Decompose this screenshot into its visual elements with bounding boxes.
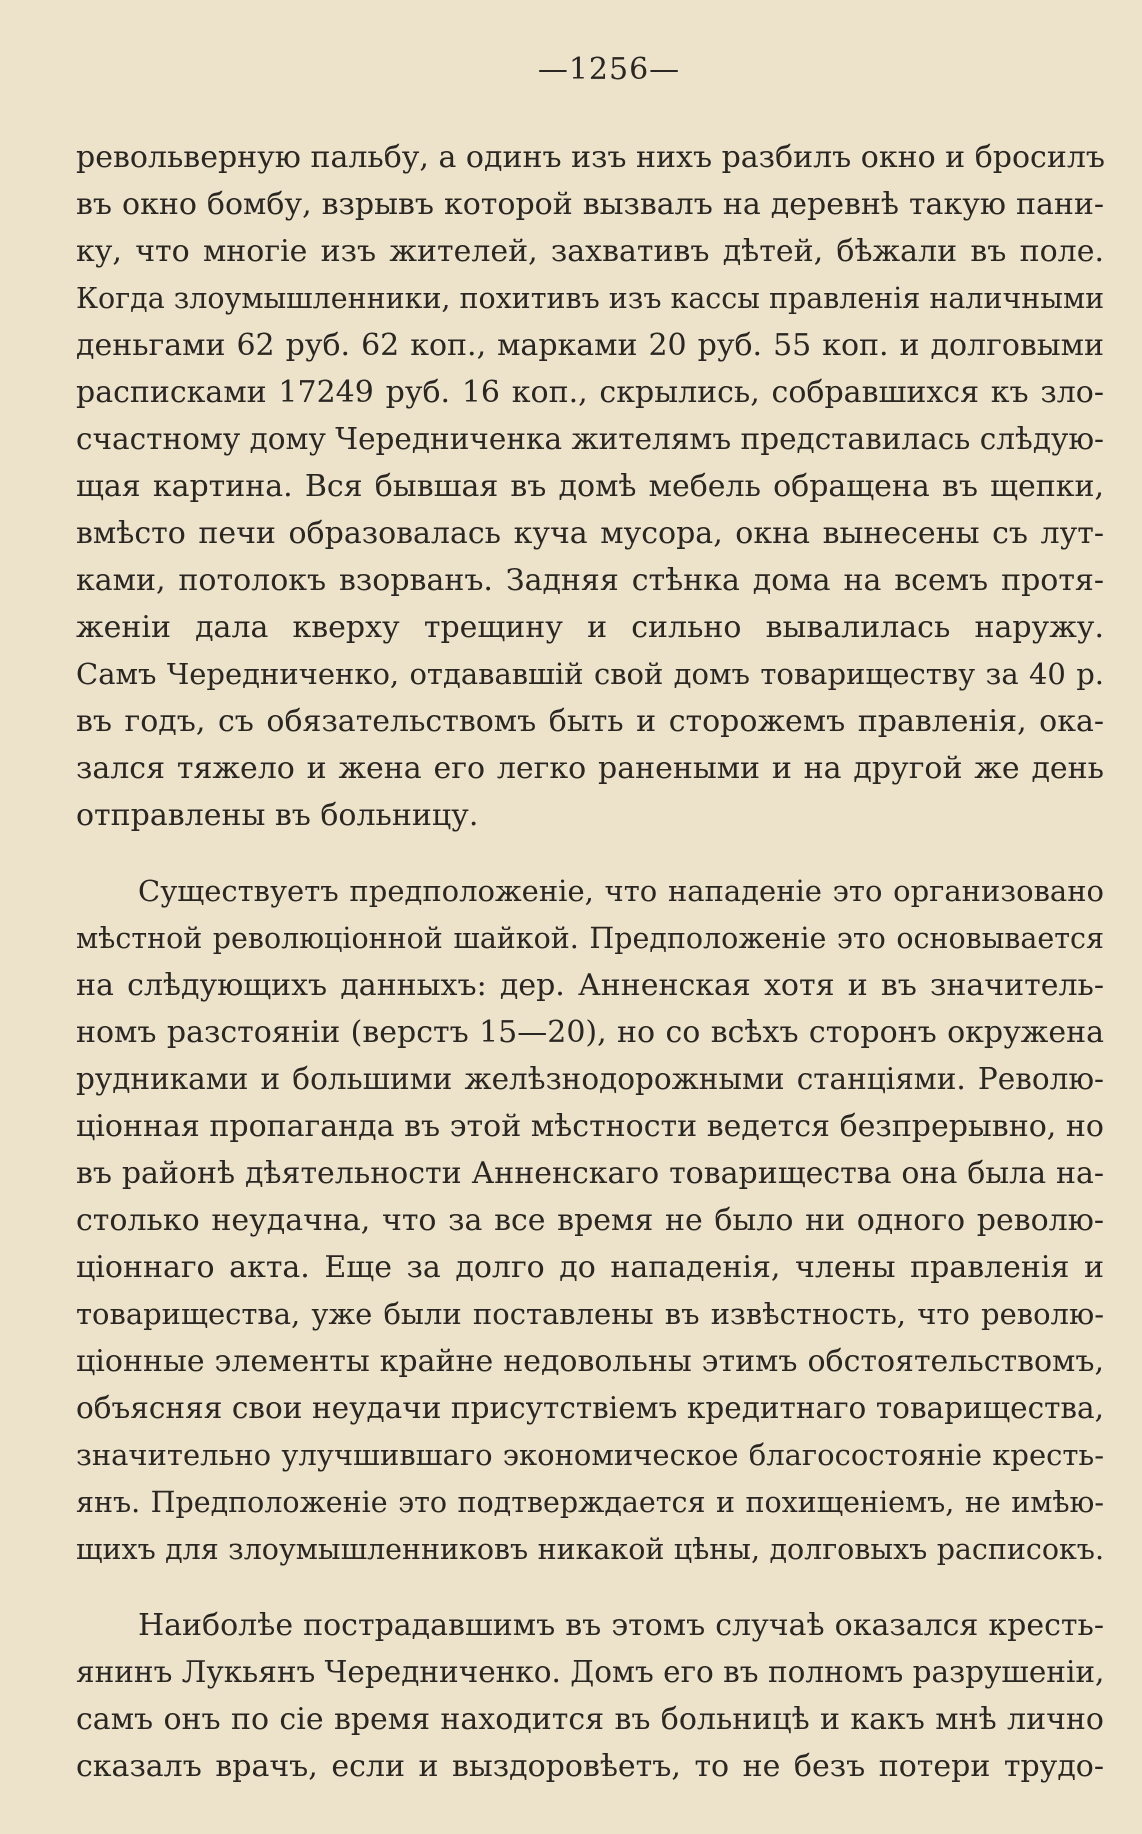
text-line: отправлены въ больницу. (76, 798, 479, 833)
text-line: Самъ Чередниченко, отдававшій свой домъ товариществу за 40 р. (76, 657, 1104, 691)
text-line: столько неудачна, что за все время не было ни одного револю- (76, 1203, 1104, 1238)
text-line: счастному дому Чередниченка жителямъ представилась слѣдую- (76, 422, 1104, 456)
paragraph-3 (76, 1602, 1104, 1790)
text-line: револьверную пальбу, а одинъ изъ нихъ разбилъ окно и бросилъ (76, 140, 1105, 175)
text-line: янъ. Предположеніе это подтверждается и похищеніемъ, не имѣю- (76, 1486, 1104, 1519)
text-line: расписками 17249 руб. 16 коп., скрылись, собравшихся къ зло- (76, 375, 1104, 410)
text-line: щихъ для злоумышленниковъ никакой цѣны, долговыхъ расписокъ. (76, 1533, 1104, 1566)
text-line: объясняя свои неудачи присутствіемъ кредитнаго товарищества, (76, 1391, 1104, 1425)
page-number: —1256— (537, 52, 681, 87)
text-line: рудниками и большими желѣзнодорожными станціями. Револю- (76, 1062, 1104, 1096)
text-line: въ окно бомбу, взрывъ которой вызвалъ на деревнѣ такую пани- (76, 187, 1104, 222)
paragraph-1 (76, 134, 1104, 839)
text-line: женіи дала кверху трещину и сильно вывалилась наружу. (76, 610, 1104, 645)
text-line: деньгами 62 руб. 62 коп., марками 20 руб. 55 коп. и долговыми (76, 328, 1104, 363)
text-line: ціоннаго акта. Еще за долго до нападенія, члены правленія и (76, 1250, 1104, 1285)
text-line: товарищества, уже были поставлены въ извѣстность, что револю- (76, 1297, 1104, 1331)
text-line: въ районѣ дѣятельности Анненскаго товарищества она была на- (76, 1156, 1104, 1191)
text-line: номъ разстояніи (верстъ 15—20), но со всѣхъ сторонъ окружена (76, 1015, 1104, 1050)
text-line: Наиболѣе пострадавшимъ въ этомъ случаѣ оказался кресть- (138, 1608, 1104, 1643)
text-line: ціонная пропаганда въ этой мѣстности ведется безпрерывно, но (76, 1109, 1104, 1144)
text-line: мѣстной революціонной шайкой. Предположеніе это основывается (76, 922, 1104, 955)
text-line: Когда злоумышленники, похитивъ изъ кассы правленія наличными (76, 282, 1105, 315)
text-line: ціонные элементы крайне недовольны этимъ обстоятельствомъ, (76, 1344, 1104, 1379)
text-line: Существуетъ предположеніе, что нападеніе это организовано (138, 874, 1104, 908)
text-line: щая картина. Вся бывшая въ домѣ мебель обращена въ щепки, (76, 469, 1104, 504)
text-line: вмѣсто печи образовалась куча мусора, окна вынесены съ лут- (76, 516, 1104, 551)
paragraph-2 (76, 868, 1104, 1573)
text-line: ку, что многіе изъ жителей, захвативъ дѣтей, бѣжали въ поле. (76, 234, 1104, 269)
text-line: самъ онъ по сіе время находится въ больницѣ и какъ мнѣ лично (76, 1702, 1104, 1737)
text-line: янинъ Лукьянъ Чередниченко. Домъ его въ полномъ разрушеніи, (76, 1655, 1105, 1689)
text-line: на слѣдующихъ данныхъ: дер. Анненская хотя и въ значитель- (76, 968, 1104, 1003)
text-line: значительно улучшившаго экономическое благосостояніе кресть- (76, 1438, 1104, 1472)
text-line: зался тяжело и жена его легко ранеными и на другой же день (76, 751, 1104, 786)
text-line: въ годъ, съ обязательствомъ быть и сторожемъ правленія, ока- (76, 704, 1104, 739)
text-line: ками, потолокъ взорванъ. Задняя стѣнка дома на всемъ протя- (76, 563, 1104, 598)
text-line: сказалъ врачъ, если и выздоровѣетъ, то не безъ потери трудо- (76, 1749, 1104, 1784)
